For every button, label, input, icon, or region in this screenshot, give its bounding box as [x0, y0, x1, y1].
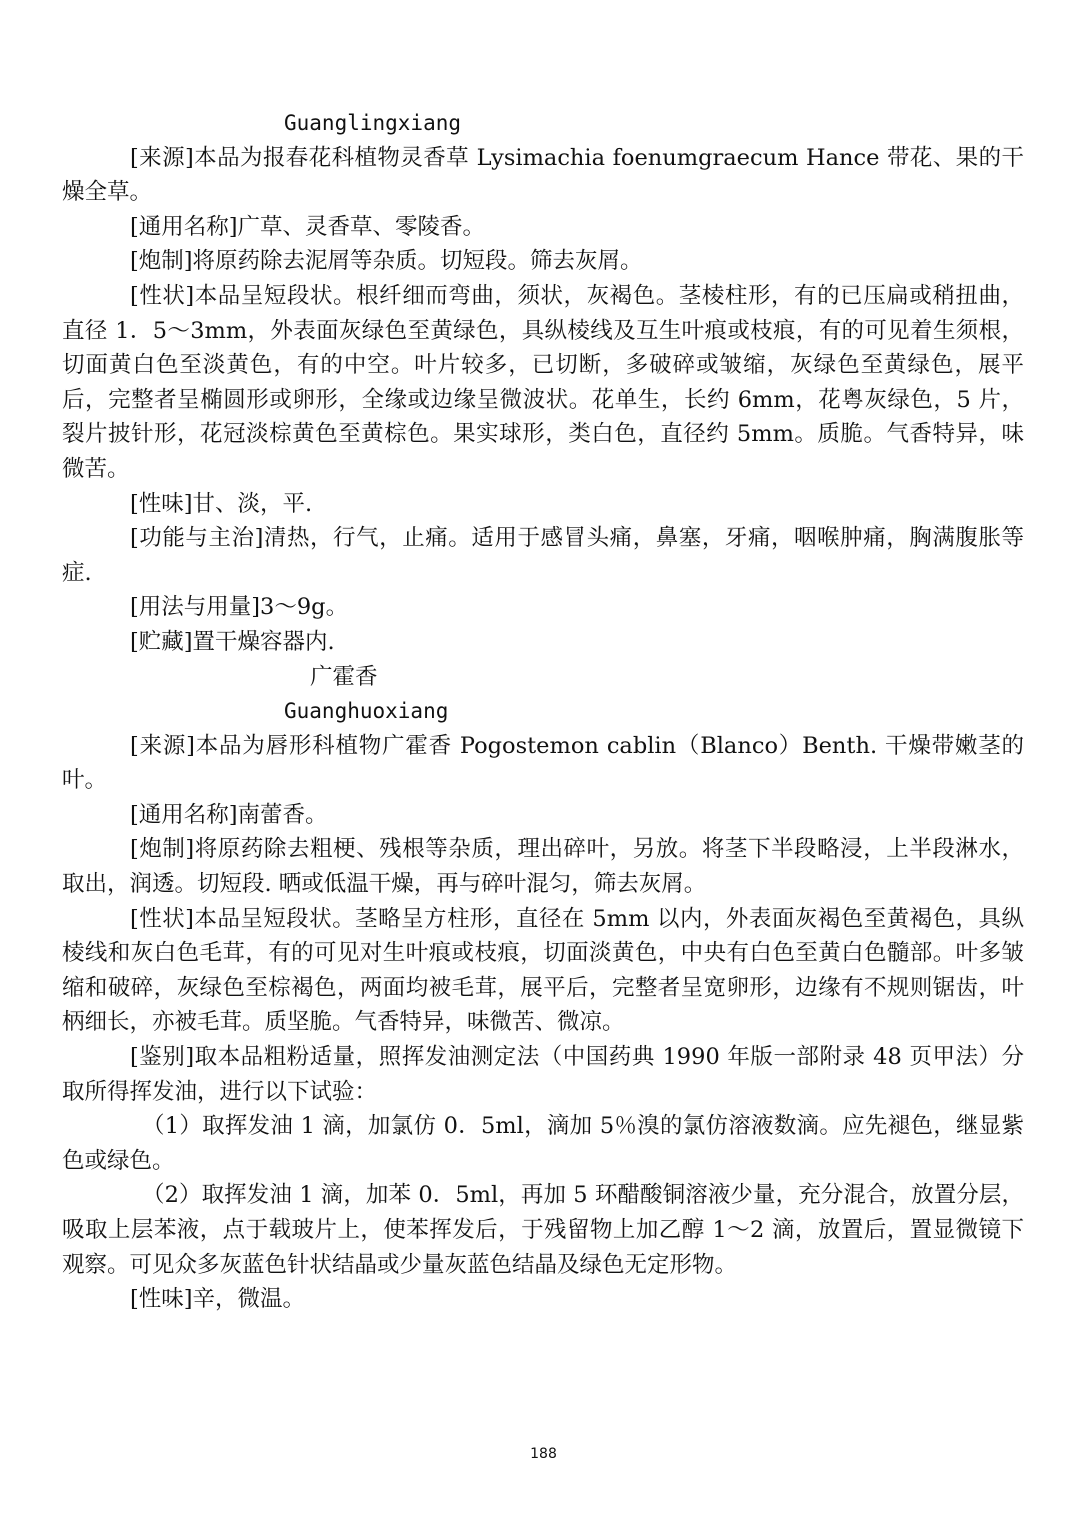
entry1-common-names: [通用名称]广草、灵香草、零陵香。 [130, 213, 486, 240]
page-number: 188 [530, 1446, 557, 1462]
entry2-source: [来源]本品为唇形科植物广霍香 Pogostemon cablin（Blanco）Benth. 干燥带嫩茎的叶。 [62, 732, 1024, 794]
entry2-description: [性状]本品呈短段状。茎略呈方柱形，直径在 5mm 以内，外表面灰褐色至黄褐色，具纵棱线和灰白色毛茸，有的可见对生叶痕或枝痕，切面淡黄色，中央有白色至黄白色髓部。叶多皱缩和破碎，灰绿色至棕褐色，两面均被毛茸，展平后，完整者呈宽卵形，边缘有不规则锯齿，叶柄细长，亦被毛茸。质坚脆。气香特异，味微苦、微凉。 [62, 905, 1024, 1036]
entry2-common-names: [通用名称]南蕾香。 [130, 801, 328, 828]
entry2-identification: [鉴别]取本品粗粉适量，照挥发油测定法（中国药典 1990 年版一部附录 48 页甲法）分取所得挥发油，进行以下试验： [62, 1044, 1024, 1105]
entry2-pinyin: Guanghuoxiang [284, 699, 449, 724]
entry1-storage: [贮藏]置干燥容器内. [130, 628, 335, 655]
entry1-taste: [性味]甘、淡，平. [130, 490, 313, 517]
entry1-pinyin: Guanglingxiang [284, 111, 462, 135]
entry2-processing: [炮制]将原药除去粗梗、残根等杂质，理出碎叶，另放。将茎下半段略浸，上半段淋水，取出，润透。切短段. 晒或低温干燥，再与碎叶混匀，筛去灰屑。 [62, 836, 1024, 898]
entry1-source: [来源]本品为报春花科植物灵香草 Lysimachia foenumgraecum Hance 带花、果的干燥全草。 [62, 144, 1024, 206]
entry1-dosage: [用法与用量]3～9g。 [130, 594, 349, 621]
entry2-test-1: （1）取挥发油 1 滴，加氯仿 0．5ml，滴加 5％溴的氯仿溶液数滴。应先褪色，继显紫色或绿色。 [62, 1113, 1024, 1174]
page-content [62, 106, 1024, 1317]
entry2-title: 广霍香 [310, 663, 378, 690]
entry1-function: [功能与主治]清热，行气，止痛。适用于感冒头痛，鼻塞，牙痛，咽喉肿痛，胸满腹胀等症. [62, 525, 1024, 586]
entry2-test-2: （2）取挥发油 1 滴，加苯 0．5ml，再加 5 环醋酸铜溶液少量，充分混合，放置分层，吸取上层苯液，点于载玻片上，使苯挥发后，于残留物上加乙醇 1～2 滴，放置后，置显微镜下观察。可见众多灰蓝色针状结晶或少量灰蓝色结晶及绿色无定形物。 [62, 1182, 1024, 1278]
entry2-taste: [性味]辛，微温。 [130, 1286, 306, 1313]
entry1-description: [性状]本品呈短段状。根纤细而弯曲，须状，灰褐色。茎棱柱形，有的已压扁或稍扭曲，直径 1．5～3mm，外表面灰绿色至黄绿色，具纵棱线及互生叶痕或枝痕，有的可见着生须根，切面黄白色至淡黄色，有的中空。叶片较多，已切断，多破碎或皱缩，灰绿色至黄绿色，展平后，完整者呈椭圆形或卵形，全缘或边缘呈微波状。花单生，长约 6mm，花粤灰绿色，5 片，裂片披针形，花冠淡棕黄色至黄棕色。果实球形，类白色，直径约 5mm。质脆。气香特异，味微苦。 [62, 282, 1024, 482]
entry1-processing: [炮制]将原药除去泥屑等杂质。切短段。筛去灰屑。 [130, 248, 643, 275]
